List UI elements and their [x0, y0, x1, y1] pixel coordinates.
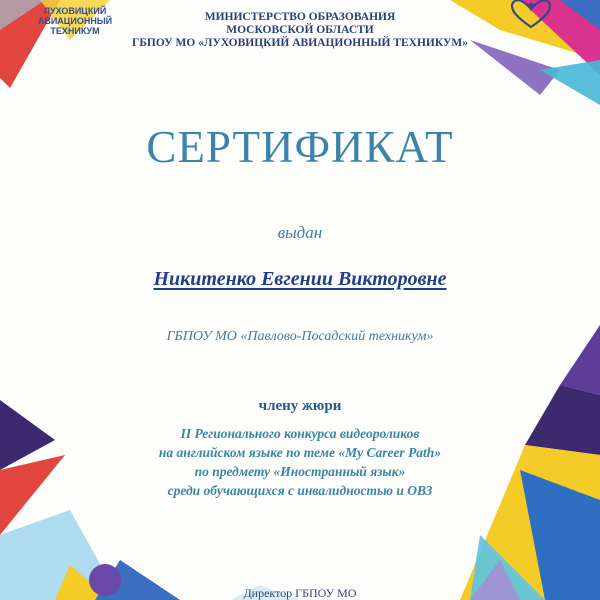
logo-line: ТЕХНИКУМ	[50, 26, 100, 36]
logo-line: АВИАЦИОННЫЙ	[37, 16, 113, 26]
contest-line: на английском языке по теме «My Career Path»	[158, 445, 442, 460]
recipient-role: члену жюри	[258, 398, 342, 414]
issued-label: выдан	[277, 223, 323, 242]
contest-line: по предмету «Иностранный язык»	[194, 464, 406, 479]
contest-line: среди обучающихся с инвалидностью и ОВЗ	[167, 483, 433, 498]
contest-description	[0, 424, 600, 500]
certificate-title: СЕРТИФИКАТ	[146, 122, 454, 172]
contest-line: II Регионального конкурса видеороликов	[180, 426, 420, 441]
header-ministry: МИНИСТЕРСТВО ОБРАЗОВАНИЯ	[204, 11, 396, 23]
logo-line: ЛУХОВИЦКИЙ	[43, 6, 107, 16]
header-institution: ГБПОУ МО «ЛУХОВИЦКИЙ АВИАЦИОННЫЙ ТЕХНИКУМ»	[132, 37, 468, 49]
director-signature-title: Директор ГБПОУ МО	[243, 586, 357, 600]
recipient-name: Никитенко Евгении Викторовне	[153, 268, 447, 290]
header-region: МОСКОВСКОЙ ОБЛАСТИ	[226, 24, 374, 36]
recipient-organization: ГБПОУ МО «Павлово-Посадский техникум»	[166, 329, 434, 344]
organization-header	[0, 11, 600, 50]
